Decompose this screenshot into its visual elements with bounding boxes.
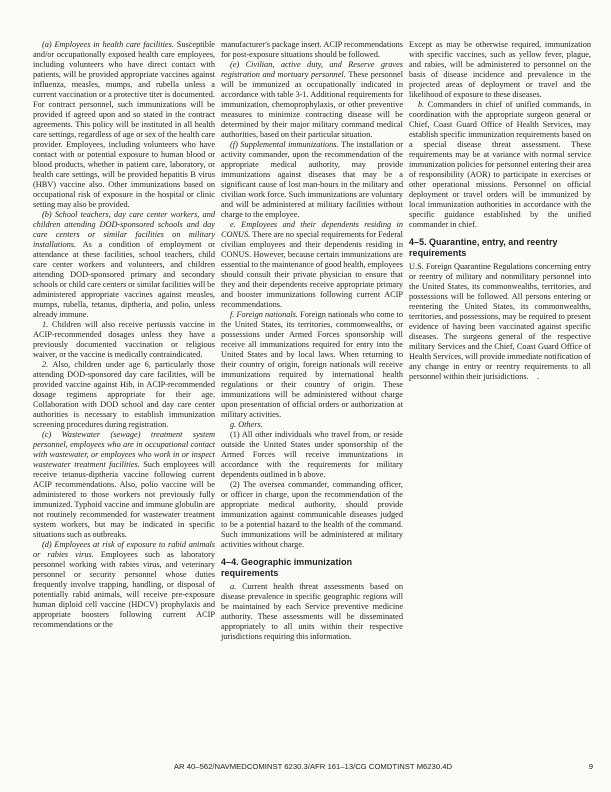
paragraph-lead: a. xyxy=(230,582,243,591)
paragraph-lead: 1. xyxy=(42,320,53,329)
column-left xyxy=(33,40,215,642)
paragraph: 1. Children will also receive pertussis vaccine in ACIP-recommended dosages unless they have a previously documented vaccination or religious waiver, or the vaccine is medically contraindicated. xyxy=(33,320,215,359)
paragraph-lead: (a) Employees in health care facilities. xyxy=(42,40,177,49)
paragraph-lead: 2. xyxy=(42,360,53,369)
paragraph-lead: (b) School teachers, day care center workers, and children attending DOD-sponsored schools and day care centers or similar facilities on military installations. xyxy=(33,210,215,249)
paragraph-lead: b. xyxy=(418,100,428,109)
paragraph: (1) All other individuals who travel from, or reside outside the United States under sponsorship of the Armed Forces will receive immunizations in accordance with the requirements for military dependents outlined in b above. xyxy=(221,430,403,479)
paragraph: (c) Wastewater (sewage) treatment system personnel, employees who are in occupational contact with wastewater, or employees who work in or inspect wastewater treatment facilities. Such employees will receive tetanus-diptheria vaccine following current ACIP recommendations. Also, polio vaccine will be administered to those workers not previously fully immunized. Typhoid vaccine and immune globulin are not routinely recommended for wastewater treatment system workers, but may be indicated in specific situations such as outbreaks. xyxy=(33,430,215,539)
section-heading: 4–5. Quarantine, entry, and reentry requirements xyxy=(409,237,558,258)
column-middle xyxy=(221,40,403,642)
paragraph: (a) Employees in health care facilities. Susceptible and/or occupationally exposed health care employees, including volunteers who have direct contact with patients, will be provided appropriate vaccines against influenza, measles, mumps, and rubella unless a current vaccination or a protective titer is documented. For contract personnel, such immunizations will be provided if agreed upon and so stated in the contract agreements. This policy will be instituted in all health care settings, regardless of age or sex of the health care provider. Employees, including volunteers who have contact with or potential exposure to human blood or blood products, whether in patient care, laboratory, or health care settings, will be provided hepatitis B virus (HBV) vaccine also. Other immunizations based on occupational risk of exposure in the hospital or clinic setting may also be provided. xyxy=(33,40,215,209)
paragraph-lead: (e) Civilian, active duty, and Reserve graves registration and mortuary personnel. xyxy=(221,60,403,79)
paragraph: a. Current health threat assessments based on disease prevalence in specific geographic regions will be maintained by each Service preventive medicine authority. These assessments will be disseminated appropriately to all units within their respective jurisdictions requiring this information. xyxy=(221,582,403,641)
paragraph: U.S. Foreign Quarantine Regulations concerning entry or reentry of military and nonmilitary personnel into the United States, its commonwealths, territories, and possessions will be followed. All persons entering or reentering the United States, its commonwealths, territories, and possessions, may be required to present evidence of having been vaccinated against specific diseases. The surgeons general of the respective military Services and the Chief, Coast Guard Office of Health Services, will provide immediate notification of any change in entry or reentry requirements to all personnel within their jurisidictions. . xyxy=(409,262,591,381)
paragraph: b. Commanders in chief of unified commands, in coordination with the appropriate surgeon general or Chief, Coast Guard Office of Health Services, may establish specific immunization requirements based on a special disease threat assessment. These requirements may be at variance with normal service immunization policies for personnel entering their area of responsibility (AOR) to participate in exercises or other operational missions. Personnel on official deployment or travel orders will be immunized by local immunization authorities in accordance with the specific guidance established by the unified commander in chief. xyxy=(409,100,591,229)
paragraph: f. Foreign nationals. Foreign nationals who come to the United States, its territories, commonwealths, or possessions under Armed Forces sponsorship will receive all immunizations required for entry into the United States and by local laws. When returning to their country of origin, foreign nationals will receive immunizations required by international health regulations or their country of origin. These immunizations will be administered without charge upon presentation of official orders or authorization at military activities. xyxy=(221,310,403,419)
paragraph-lead: (c) Wastewater (sewage) treatment system personnel, employees who are in occupational contact with wastewater, or employees who work in or inspect wastewater treatment facilities. xyxy=(33,430,215,469)
paragraph: (d) Employees at risk of exposure to rabid animals or rabies virus. Employees such as laboratory personnel working with rabies virus, and veterinary personnel or security personnel whose duties frequently involve trapping, handling, or disposal of potentially rabid animals, will receive pre-exposure human diploid cell vaccine (HDCV) prophylaxis and appropriate boosters following current ACIP recommendations or the xyxy=(33,540,215,629)
paragraph: (e) Civilian, active duty, and Reserve graves registration and mortuary personnel. These personnel will be immunized as occupationally indicated in accordance with table 3-1. Additional requirements for immunization, chemoprophylaxis, or other preventive measures to minimize contracting disease will be determined by their major military command medical authorities, based on their particular situation. xyxy=(221,60,403,139)
column-right xyxy=(409,40,591,642)
paragraph-lead: (f) Supplemental immunizations. xyxy=(230,140,342,149)
page-footer xyxy=(33,762,593,772)
section-heading: 4–4. Geographic immunization requirements xyxy=(221,557,353,578)
paragraph: Except as may be otherwise required, immunization with specific vaccines, such as yellow fever, plague, and rabies, will be administered to personnel on the basis of disease incidence and prevalence in the projected areas of deployment or travel and the likelihood of exposure to these diseases. xyxy=(409,40,591,99)
paragraph: 2. Also, children under age 6, particularly those attending DOD-sponsored day care facilities, will be provided vaccine against Hib, in ACIP-recommended dosage regimens appropriate for their age. Collaboration with DOD school and day care center authorities is necessary to establish immunization screening procedures during registration. xyxy=(33,360,215,429)
paragraph: (f) Supplemental immunizations. The installation or activity commander, upon the recommendation of the appropriate medical authority, may provide immunizations against diseases that may be a significant cause of lost man-hours in the military and civilian work force. Such immunizations are voluntary and will be administered at military facilities without charge to the employee. xyxy=(221,140,403,219)
paragraph: (b) School teachers, day care center workers, and children attending DOD-sponsored schools and day care centers or similar facilities on military installations. As a condition of employment or attendance at these facilities, school teachers, child care center workers and volunteers, and children attending DOD-sponsored primary and secondary schools or child care centers or similar facilities will be administered appropriate vaccines against measles, mumps, rubella, tetanus, diptheria, and polio, unless already immune. xyxy=(33,210,215,319)
page-number: 9 xyxy=(588,762,593,771)
paragraph-lead: g. Others. xyxy=(230,420,263,429)
paragraph: manufacturer's package insert. ACIP recommendations for post-exposure situations should be followed. xyxy=(221,40,403,59)
paragraph xyxy=(221,420,403,430)
paragraph: (2) The oversea commander, commanding officer, or officer in charge, upon the recommendation of the appropriate medical authority, should provide immunization against communicable diseases judged to be a potential hazard to the health of the command. Such immunizations will be administered at military activities without charge. xyxy=(221,480,403,549)
paragraph-lead: f. Foreign nationals. xyxy=(230,310,301,319)
text-columns xyxy=(33,40,593,642)
paragraph-lead: e. Employees and their dependents residing in CONUS. xyxy=(221,220,403,239)
paragraph-lead: (d) Employees at risk of exposure to rabid animals or rabies virus. xyxy=(33,540,215,559)
paragraph: e. Employees and their dependents residing in CONUS. There are no special requirements for Federal civilian employees and their dependents residing in CONUS. However, because certain immunizations are essential to the maintenance of good health, employees should consult their private physician to ensure that they and their dependents receive appropriate primary and booster immunizations following current ACIP recommendations. xyxy=(221,220,403,309)
footer-citation: AR 40–562/NAVMEDCOMINST 6230.3/AFR 161–13/CG COMDTINST M6230.4D xyxy=(173,762,453,771)
